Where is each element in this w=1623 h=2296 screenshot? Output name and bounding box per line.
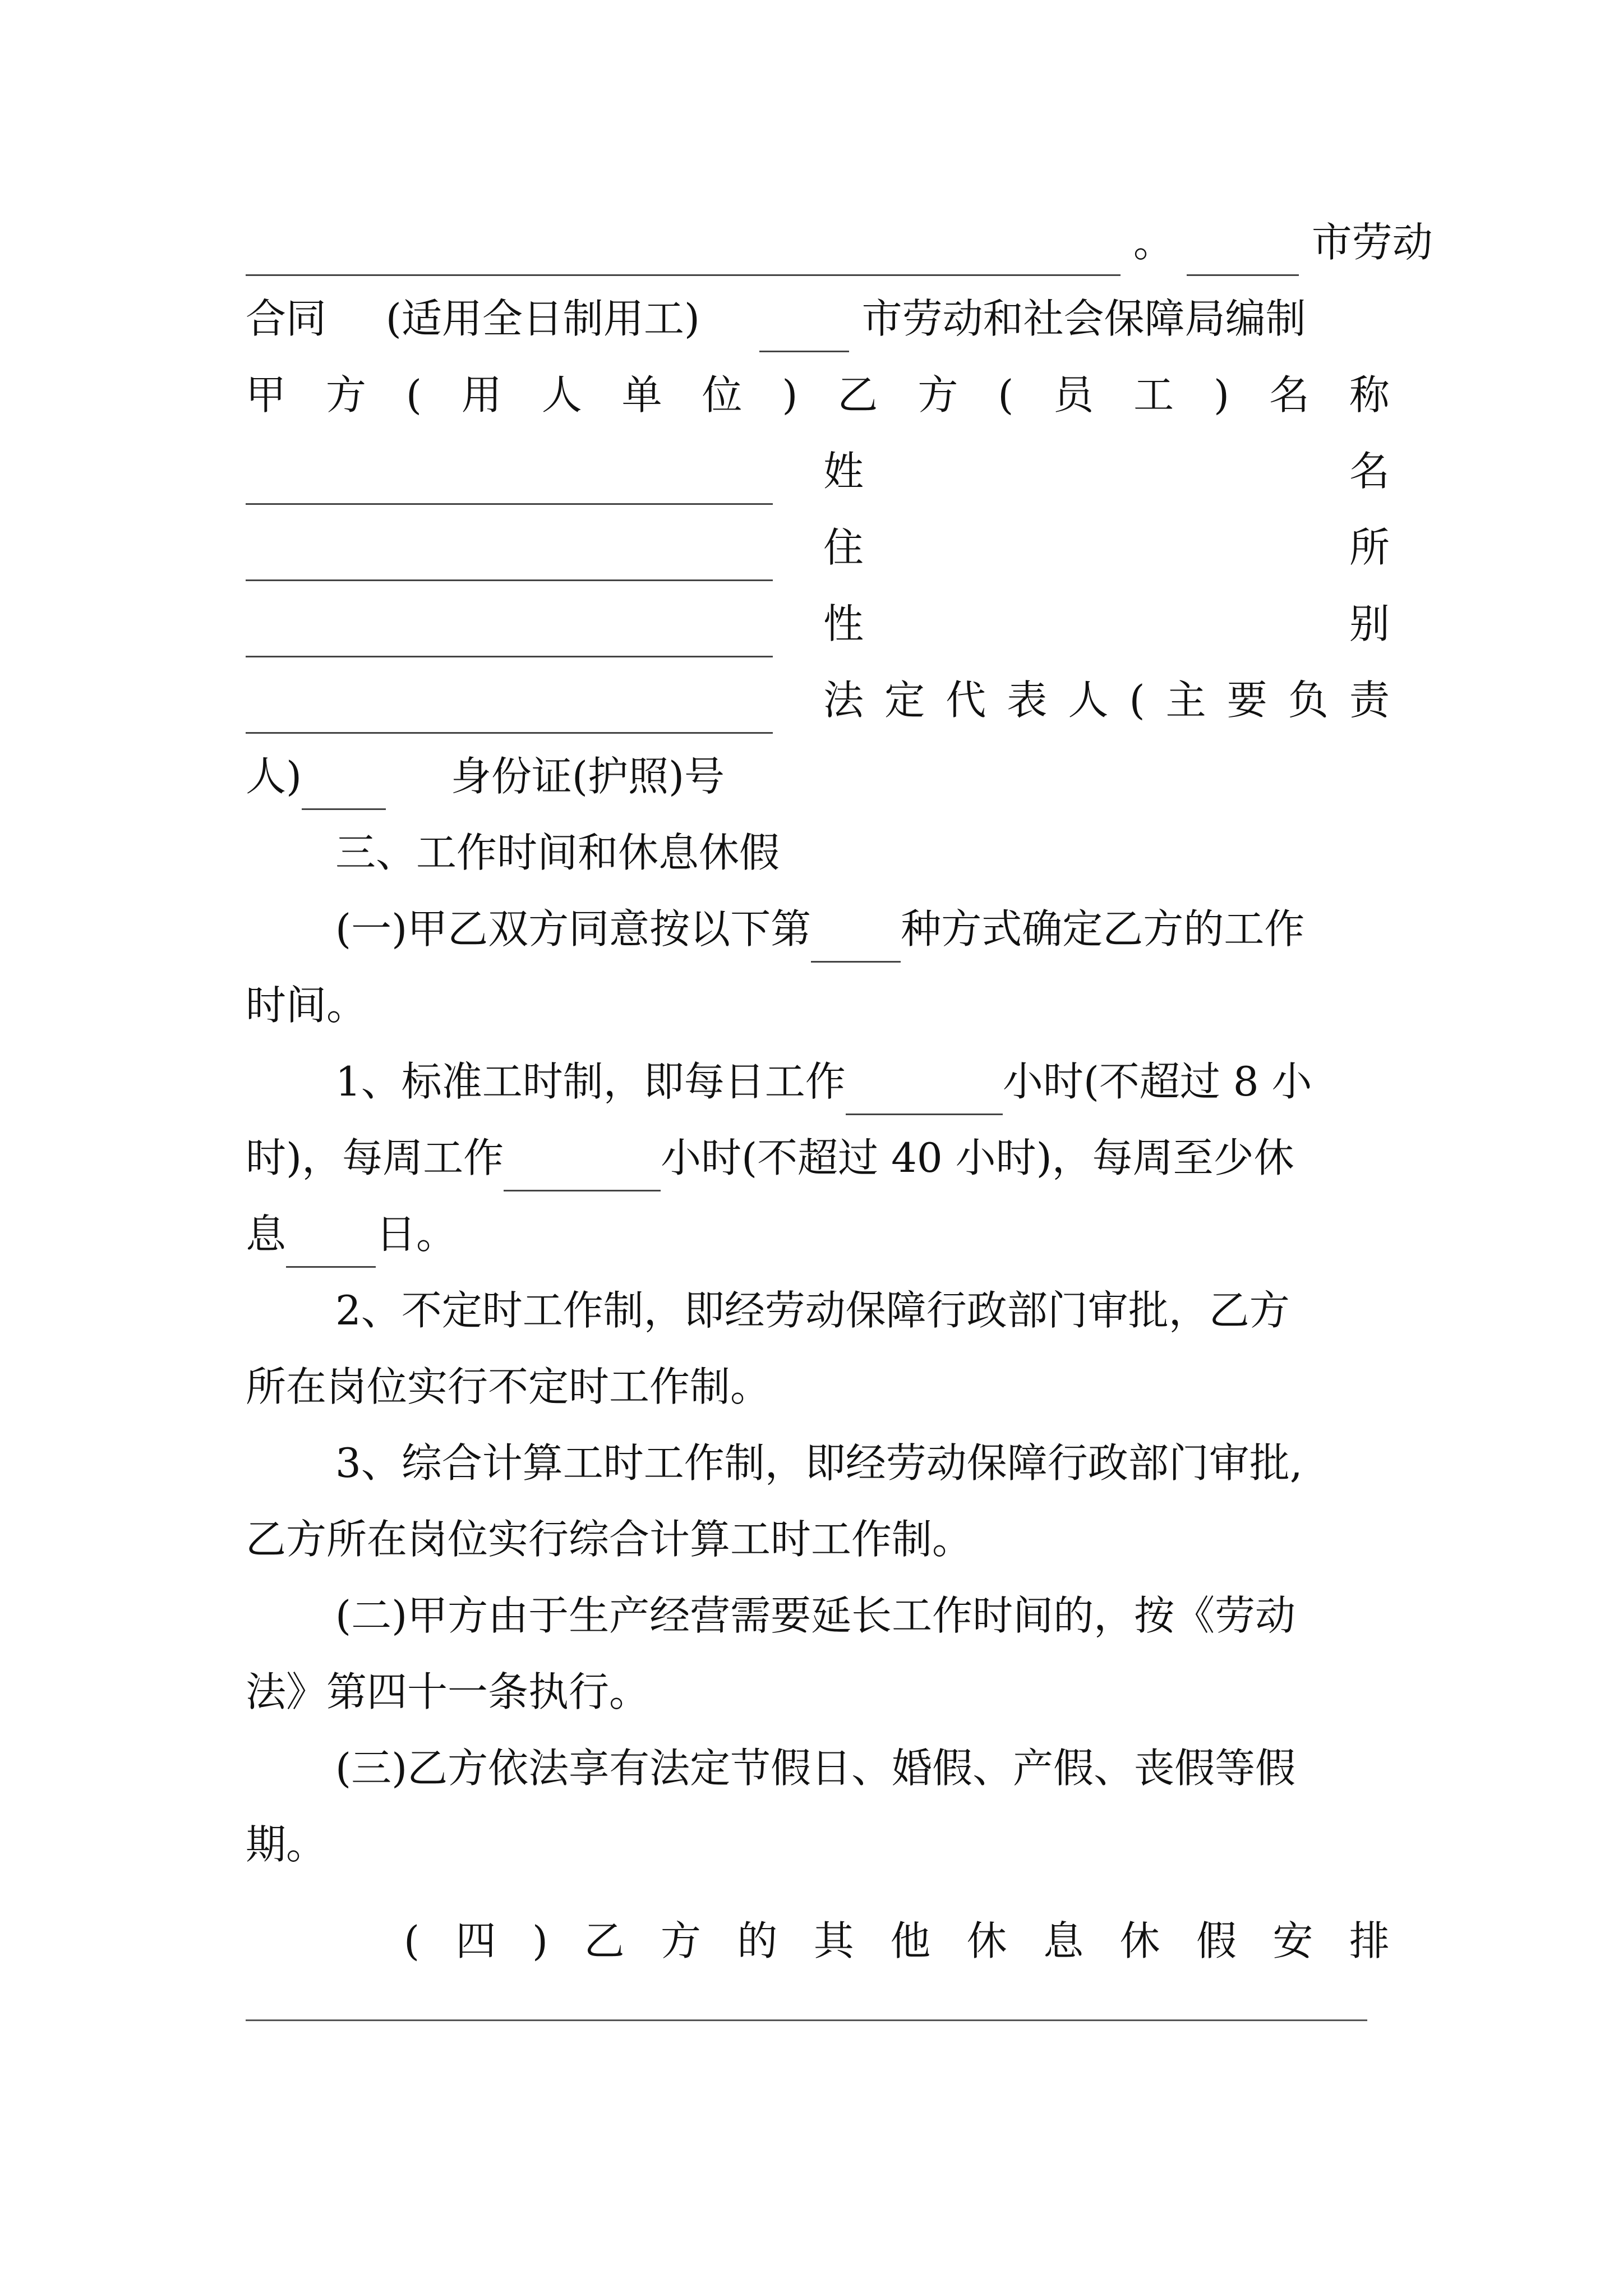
- char: 方: [917, 371, 958, 418]
- line-13: [246, 1124, 1390, 1191]
- char: (: [404, 1917, 420, 1964]
- line-3-parties: [246, 361, 1390, 429]
- blank-underline: [246, 235, 1121, 276]
- char: 责: [1349, 677, 1390, 724]
- char: 方: [660, 1917, 701, 1964]
- text: 法》第四十一条执行。: [246, 1668, 650, 1715]
- char: 定: [884, 677, 925, 724]
- char: 乙: [584, 1917, 625, 1964]
- char: 人: [1068, 677, 1109, 724]
- char: (: [998, 371, 1014, 418]
- line-1: [246, 209, 1433, 276]
- line-22: [246, 1811, 1390, 1878]
- line-8-id: [246, 743, 1390, 810]
- char: 住: [823, 524, 864, 571]
- char: ): [782, 371, 798, 418]
- char: 排: [1349, 1917, 1390, 1964]
- line-14: [246, 1200, 1390, 1268]
- char: 所: [1349, 524, 1390, 571]
- line-6-gender: [246, 590, 1390, 657]
- char: (: [1129, 677, 1145, 724]
- blank-underline: [302, 769, 386, 810]
- contract-word: 合同: [246, 295, 327, 342]
- text: 时)，每周工作: [246, 1134, 504, 1181]
- char: 法: [823, 677, 864, 724]
- char: 乙: [837, 371, 878, 418]
- text: 时间。: [246, 982, 367, 1029]
- city-labor-text: 市劳动: [1311, 219, 1433, 266]
- line-17: [246, 1429, 1479, 1497]
- blank-underline: [759, 311, 849, 352]
- char: 方: [325, 371, 366, 418]
- text: 小时(不超过 8 小: [1002, 1058, 1312, 1105]
- blank-underline: [246, 540, 773, 581]
- blank-underline: [286, 1227, 376, 1268]
- blank-underline: [504, 1151, 661, 1191]
- text: 乙方所在岗位实行综合计算工时工作制。: [246, 1516, 973, 1563]
- char: 负: [1288, 677, 1329, 724]
- char: ): [1214, 371, 1230, 418]
- line-18: [246, 1506, 1390, 1573]
- char: 人: [541, 371, 582, 418]
- char: 其: [813, 1917, 854, 1964]
- line-11: [246, 972, 1390, 1039]
- text: 所在岗位实行不定时工作制。: [246, 1363, 771, 1410]
- char: 名: [1349, 448, 1390, 495]
- char: 员: [1053, 371, 1094, 418]
- char: 工: [1133, 371, 1174, 418]
- char: (: [405, 371, 422, 418]
- section-title: 三、工作时间和休息休假: [335, 829, 780, 876]
- char: 代: [946, 677, 986, 724]
- char: 的: [737, 1917, 778, 1964]
- blank-underline: [246, 693, 773, 734]
- text: 期。: [246, 1821, 327, 1868]
- text: 1、标准工时制，即每日工作: [335, 1058, 846, 1105]
- char: 休: [1119, 1917, 1160, 1964]
- text: 小时(不超过 40 小时)，每周至少休: [661, 1134, 1294, 1181]
- blank-underline: [846, 1074, 1003, 1115]
- id-number-label: 身份证(护照)号: [450, 753, 725, 800]
- char: 名: [1269, 371, 1310, 418]
- char: 用: [461, 371, 502, 418]
- char: 称: [1349, 371, 1390, 418]
- char: 要: [1227, 677, 1267, 724]
- text: 3、综合计算工时工作制，即经劳动保障行政部门审批,: [335, 1439, 1303, 1487]
- char: 假: [1196, 1917, 1237, 1964]
- char: 表: [1007, 677, 1048, 724]
- period: 。: [1133, 219, 1174, 266]
- char: 位: [702, 371, 743, 418]
- char: 休: [966, 1917, 1007, 1964]
- line-15: [246, 1277, 1479, 1344]
- line-21: [246, 1734, 1479, 1802]
- line-4-name: [246, 438, 1390, 505]
- compiler-text: 市劳动和社会保障局编制: [861, 295, 1306, 342]
- char: 性: [823, 600, 864, 647]
- char: 姓: [823, 448, 864, 495]
- char: 息: [1043, 1917, 1084, 1964]
- char: 甲: [246, 371, 287, 418]
- char: 他: [890, 1917, 931, 1964]
- text: (一)甲乙双方同意按以下第: [335, 905, 811, 953]
- char: 主: [1165, 677, 1206, 724]
- text: 种方式确定乙方的工作: [901, 905, 1305, 953]
- line-23: [404, 1907, 1390, 1975]
- line-7-representative: [246, 666, 1390, 734]
- text: 息: [246, 1211, 287, 1258]
- char: 四: [455, 1917, 496, 1964]
- text: (三)乙方依法享有法定节假日、婚假、产假、丧假等假: [335, 1745, 1296, 1792]
- blank-underline: [1187, 235, 1299, 276]
- applicable-note: (适用全日制用工): [385, 295, 700, 342]
- char: 安: [1272, 1917, 1313, 1964]
- section-heading: [246, 819, 1479, 886]
- person-text: 人): [246, 753, 302, 800]
- line-12: [246, 1048, 1479, 1115]
- char: 单: [621, 371, 662, 418]
- blank-underline: [246, 464, 773, 505]
- text: 2、不定时工作制，即经劳动保障行政部门审批，乙方: [335, 1287, 1290, 1334]
- text: (二)甲方由于生产经营需要延长工作时间的，按《劳动: [335, 1592, 1296, 1639]
- blank-underline: [246, 616, 773, 657]
- line-10: [246, 895, 1479, 963]
- line-19: [246, 1582, 1479, 1649]
- line-5-address: [246, 514, 1390, 581]
- char: 别: [1349, 600, 1390, 647]
- text: 日。: [376, 1211, 457, 1258]
- line-2: [246, 285, 1390, 352]
- blank-underline: [811, 922, 901, 963]
- char: ): [532, 1917, 548, 1964]
- blank-underline-bottom: [246, 2019, 1367, 2021]
- line-16: [246, 1353, 1390, 1420]
- line-20: [246, 1658, 1390, 1726]
